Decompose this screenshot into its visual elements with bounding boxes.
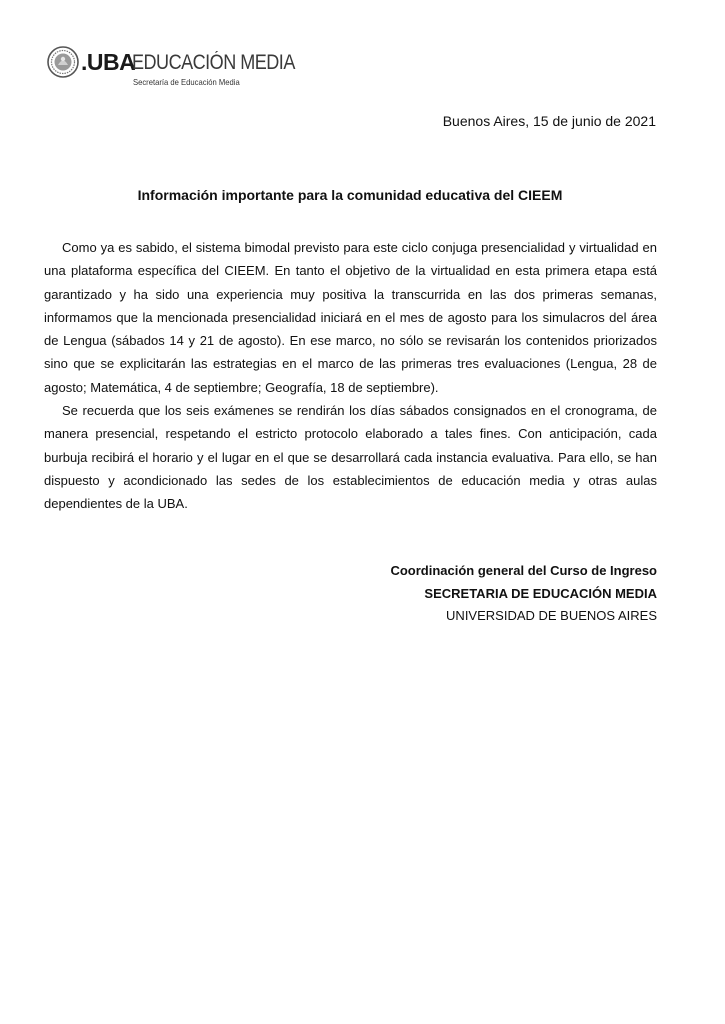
body-paragraph: Se recuerda que los seis exámenes se rendirán los días sábados consignados en el cronograma, de manera presencial, respetando el estricto protocolo elaborado a tales fines. Con anticipación, cada burbuja recibirá el horario y el lugar en el que se desarrollará cada instancia evaluativa. Para ello, se han dispuesto y acondicionado las sedes de los establecimientos de educación media y otras aulas dependientes de la UBA. xyxy=(44,403,657,512)
logo-uba-text: .UBA xyxy=(81,49,136,75)
letterhead xyxy=(47,46,307,90)
signature-block xyxy=(390,560,657,628)
letter-body xyxy=(44,236,657,516)
letter-title: Información importante para la comunidad educativa del CIEEM xyxy=(137,187,563,203)
university-seal-icon xyxy=(47,46,79,78)
body-paragraph: Como ya es sabido, el sistema bimodal previsto para este ciclo conjuga presencialidad y virtualidad en una plataforma específica del CIEEM. En tanto el objetivo de la virtualidad en esta primera etapa está garantizado y ha sido una experiencia muy positiva la transcurrida en las dos primeras semanas, informamos que la mencionada presencialidad iniciará en el mes de agosto para los simulacros del área de Lengua (sábados 14 y 21 de agosto). En ese marco, no sólo se revisarán los contenidos priorizados sino que se explicitarán las estrategias en el marco de las primeras tres evaluaciones (Lengua, 28 de agosto; Matemática, 4 de septiembre; Geografía, 18 de septiembre). xyxy=(44,240,657,395)
signature-line-university: UNIVERSIDAD DE BUENOS AIRES xyxy=(446,608,657,623)
signature-line-coordination: Coordinación general del Curso de Ingreso xyxy=(390,563,657,578)
signature-line-secretariat: SECRETARIA DE EDUCACIÓN MEDIA xyxy=(424,585,657,601)
logo-educacion-media-text: EDUCACIÓN MEDIA xyxy=(132,51,295,74)
letter-date: Buenos Aires, 15 de junio de 2021 xyxy=(442,113,656,129)
logo-subtitle: Secretaría de Educación Media xyxy=(133,77,240,87)
